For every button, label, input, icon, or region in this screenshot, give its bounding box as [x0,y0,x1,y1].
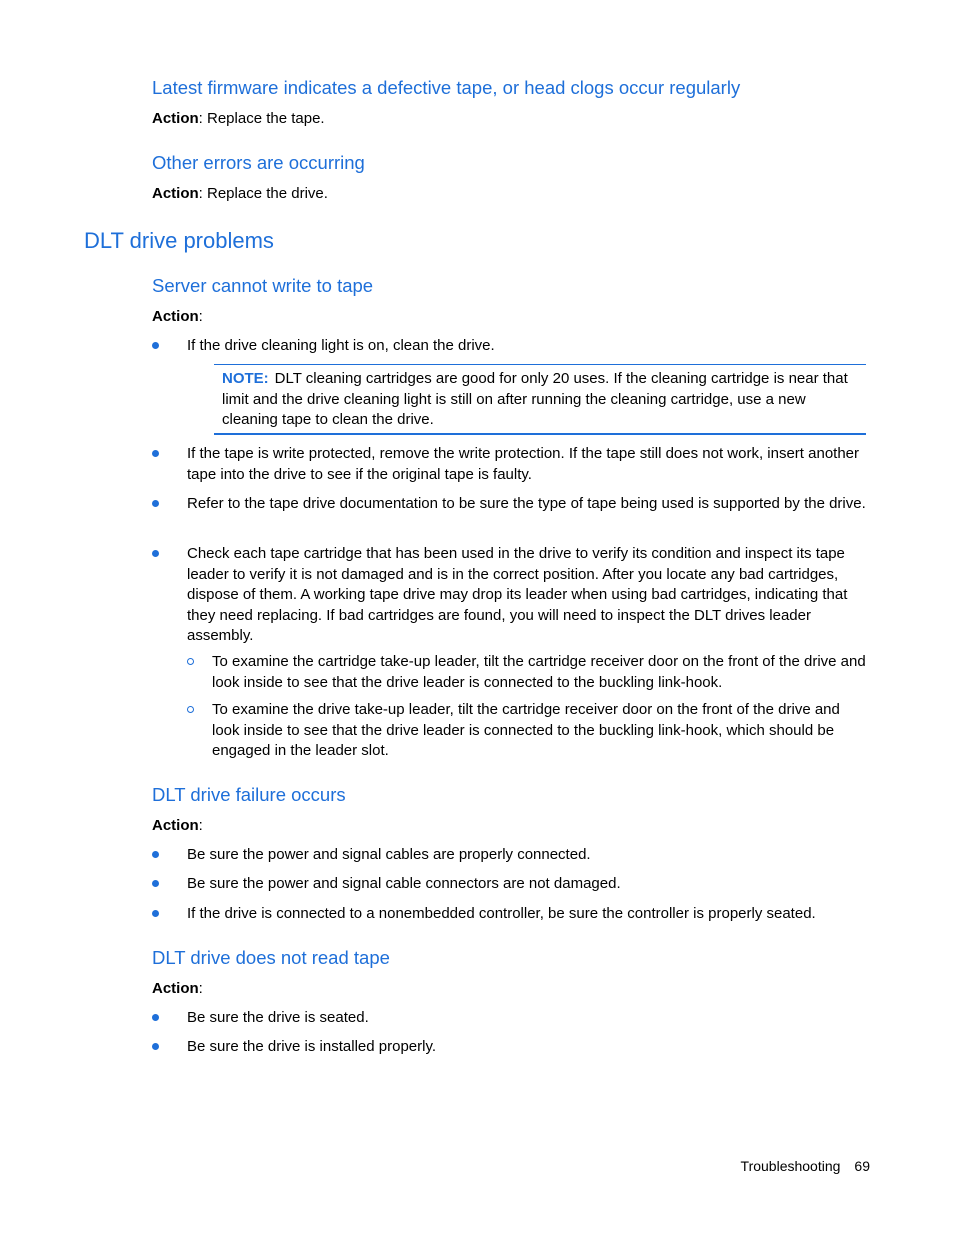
list-item-text: Be sure the power and signal cables are properly connected. [187,846,591,863]
sub-list-item-text: To examine the cartridge take-up leader, tilt the cartridge receiver door on the front of the drive and look inside to see that the drive leader is connected to the buckling link-hook. [212,653,866,691]
action-label: Action [152,308,199,325]
list-item [152,444,867,485]
bullet-icon [152,1043,159,1050]
action-server [152,307,203,328]
heading-dlt-drive-failure: DLT drive failure occurs [152,784,346,805]
note-box [214,364,866,435]
action-label: Action [152,185,199,202]
sub-list-item-text: To examine the drive take-up leader, tilt the cartridge receiver door on the front of the drive and look inside to see that the drive leader is connected to the buckling link-hook, which should be engaged in the leader slot. [212,701,840,759]
list-item-text: Check each tape cartridge that has been used in the drive to verify its condition and inspect its tape leader to verify it is not damaged and is in the correct position. After you locate any bad cartridges, dispose of them. A working tape drive may drop its leader when using bad cartridges, indicating that they need replacing. If bad cartridges are found, you will need to inspect the DLT drives leader assembly. [187,545,848,644]
note-body [222,369,862,431]
list-item-text: Be sure the drive is seated. [187,1009,369,1026]
list-item-text: If the drive cleaning light is on, clean the drive. [187,337,495,354]
list-item-text: If the tape is write protected, remove the write protection. If the tape still does not work, insert another tape into the drive to see if the original tape is faulty. [187,445,860,483]
list-item-text: Be sure the drive is installed properly. [187,1038,437,1055]
bullet-icon [152,880,159,887]
heading-dlt-does-not-read: DLT drive does not read tape [152,947,390,968]
heading-server-cannot-write: Server cannot write to tape [152,275,374,296]
list-item [152,494,867,515]
heading-firmware: Latest firmware indicates a defective tape, or head clogs occur regularly [152,77,741,98]
bullet-icon [152,550,159,557]
action-read [152,979,203,1000]
bullet-icon [152,910,159,917]
heading-other-errors: Other errors are occurring [152,152,365,173]
circle-bullet-icon [187,658,194,665]
page-footer [741,1158,870,1174]
action-other-errors [152,184,328,205]
list-item-text: Refer to the tape drive documentation to be sure the type of tape being used is supported by the drive. [187,495,866,512]
footer-section-title: Troubleshooting [740,1158,841,1174]
list-item [152,336,867,357]
action-failure [152,816,203,837]
page-number: 69 [854,1158,870,1174]
list-item [152,874,867,895]
list-item-text: If the drive is connected to a nonembedded controller, be sure the controller is properly seated. [187,905,816,922]
circle-bullet-icon [187,706,194,713]
bullet-icon [152,1014,159,1021]
action-label: Action [152,817,199,834]
sub-list-item [186,700,866,762]
note-text: DLT cleaning cartridges are good for only 20 uses. If the cleaning cartridge is near that limit and the drive cleaning light is still on after running the cleaning cartridge, use a new cleaning tape to clean the drive. [222,370,848,428]
action-label: Action [152,110,199,127]
sub-list-item [186,652,866,693]
list-item [152,904,867,925]
list-item [152,544,867,647]
heading-dlt-drive-problems: DLT drive problems [84,228,274,253]
list-item-text: Be sure the power and signal cable connectors are not damaged. [187,875,621,892]
action-colon: : [198,817,203,834]
action-colon: : [198,980,203,997]
action-text: : Replace the tape. [198,110,325,127]
list-item [152,845,867,866]
list-item [152,1008,867,1029]
bullet-icon [152,500,159,507]
action-firmware [152,109,325,130]
list-item [152,1037,867,1058]
action-colon: : [198,308,203,325]
action-label: Action [152,980,199,997]
bullet-icon [152,851,159,858]
bullet-icon [152,342,159,349]
bullet-icon [152,450,159,457]
note-label: NOTE: [222,370,269,387]
action-text: : Replace the drive. [198,185,328,202]
